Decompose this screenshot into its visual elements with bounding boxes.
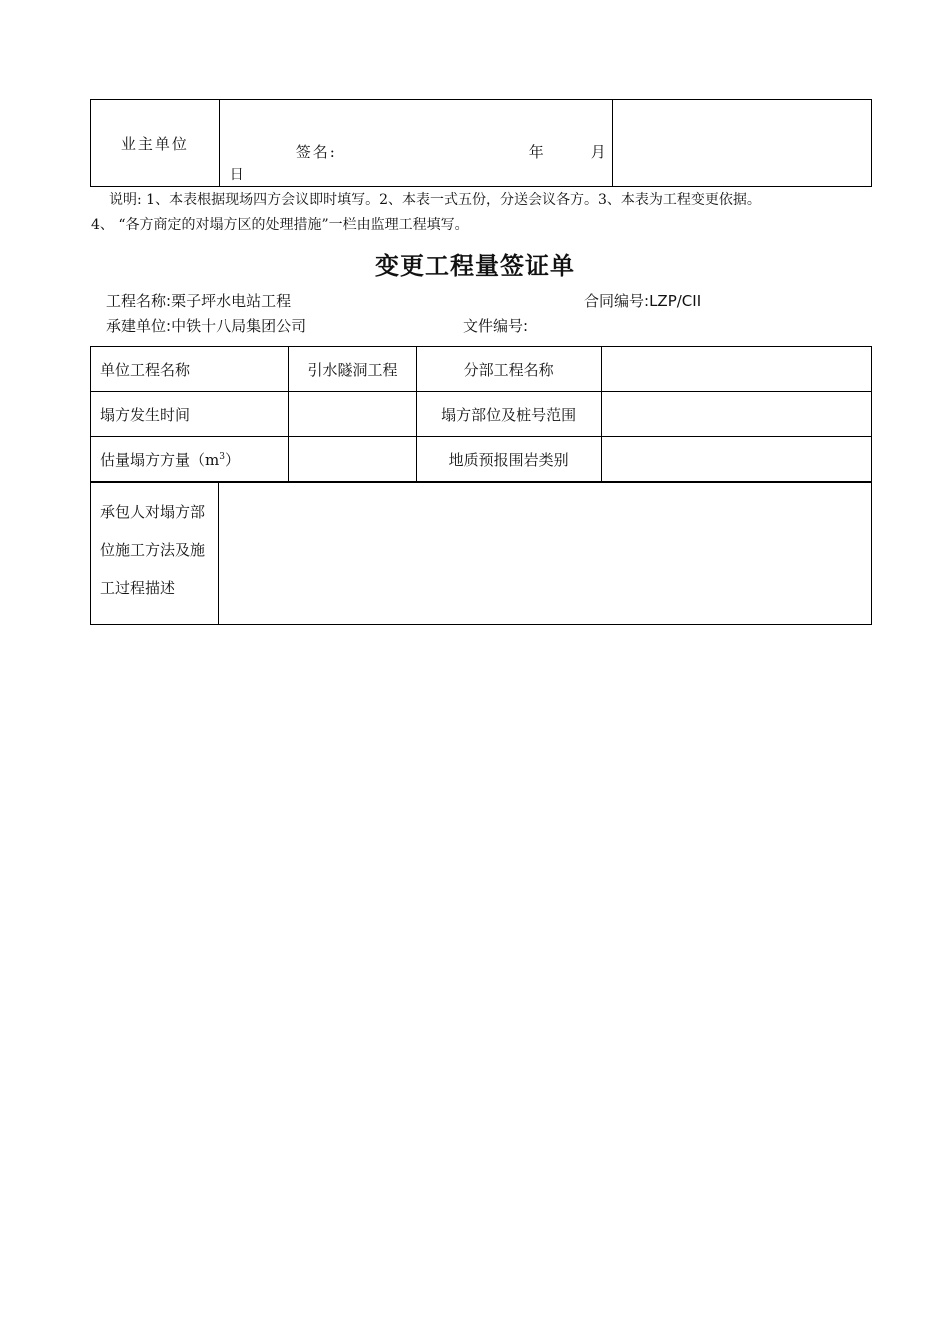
description-label-line-3: 工过程描述 <box>100 579 176 597</box>
collapse-volume-label <box>91 437 289 482</box>
day-label: 日 <box>229 167 244 183</box>
contract-label: 合同编号: <box>584 292 650 310</box>
unit-project-name-label: 单位工程名称 <box>91 347 289 392</box>
unit-project-name-value[interactable]: 引水隧洞工程 <box>289 347 417 392</box>
owner-table <box>90 99 872 187</box>
project-name-value: 栗子坪水电站工程 <box>171 292 292 310</box>
project-name-label: 工程名称: <box>106 292 172 310</box>
contractor-label: 承建单位: <box>106 317 172 335</box>
file-no-line <box>463 315 528 336</box>
owner-signature-cell[interactable] <box>219 100 612 187</box>
rock-class-value[interactable] <box>601 437 872 482</box>
description-table <box>90 482 872 625</box>
table-row <box>91 483 872 625</box>
construction-description-value[interactable] <box>219 483 872 625</box>
construction-description-label <box>91 483 219 625</box>
collapse-volume-value[interactable] <box>289 437 417 482</box>
note-line-1: 说明: 1、本表根据现场四方会议即时填写。2、本表一式五份，分送会议各方。3、本表为工程变更依据。 <box>109 192 761 208</box>
owner-extra-cell[interactable] <box>612 100 871 187</box>
signature-label: 签名: <box>295 143 337 161</box>
contract-line <box>584 290 701 311</box>
owner-unit-label: 业主单位 <box>91 100 220 187</box>
sub-project-name-label: 分部工程名称 <box>416 347 601 392</box>
sub-project-name-value[interactable] <box>601 347 872 392</box>
collapse-time-value[interactable] <box>289 392 417 437</box>
rock-class-label: 地质预报围岩类别 <box>416 437 601 482</box>
collapse-volume-label-text: 估量塌方方量（m <box>100 450 220 469</box>
contractor-line <box>106 315 306 336</box>
description-label-line-2: 位施工方法及施 <box>100 541 206 559</box>
collapse-time-label: 塌方发生时间 <box>91 392 289 437</box>
quantity-form-table <box>90 346 872 482</box>
collapse-location-label: 塌方部位及桩号范围 <box>416 392 601 437</box>
table-row <box>91 437 872 482</box>
note-line-2: 4、 “各方商定的对塌方区的处理措施”一栏由监理工程填写。 <box>91 217 469 233</box>
contract-value: LZP/CII <box>649 292 702 310</box>
year-label: 年 <box>528 143 544 161</box>
collapse-location-value[interactable] <box>601 392 872 437</box>
form-title: 变更工程量签证单 <box>375 252 575 280</box>
month-label: 月 <box>590 143 606 161</box>
contractor-value: 中铁十八局集团公司 <box>171 317 307 335</box>
cubic-superscript: 3 <box>219 451 225 462</box>
table-row <box>91 347 872 392</box>
file-no-label: 文件编号: <box>463 317 529 335</box>
description-label-line-1: 承包人对塌方部 <box>100 503 206 521</box>
collapse-volume-label-suffix: ） <box>224 450 240 469</box>
table-row <box>91 392 872 437</box>
project-name-line <box>106 290 291 311</box>
